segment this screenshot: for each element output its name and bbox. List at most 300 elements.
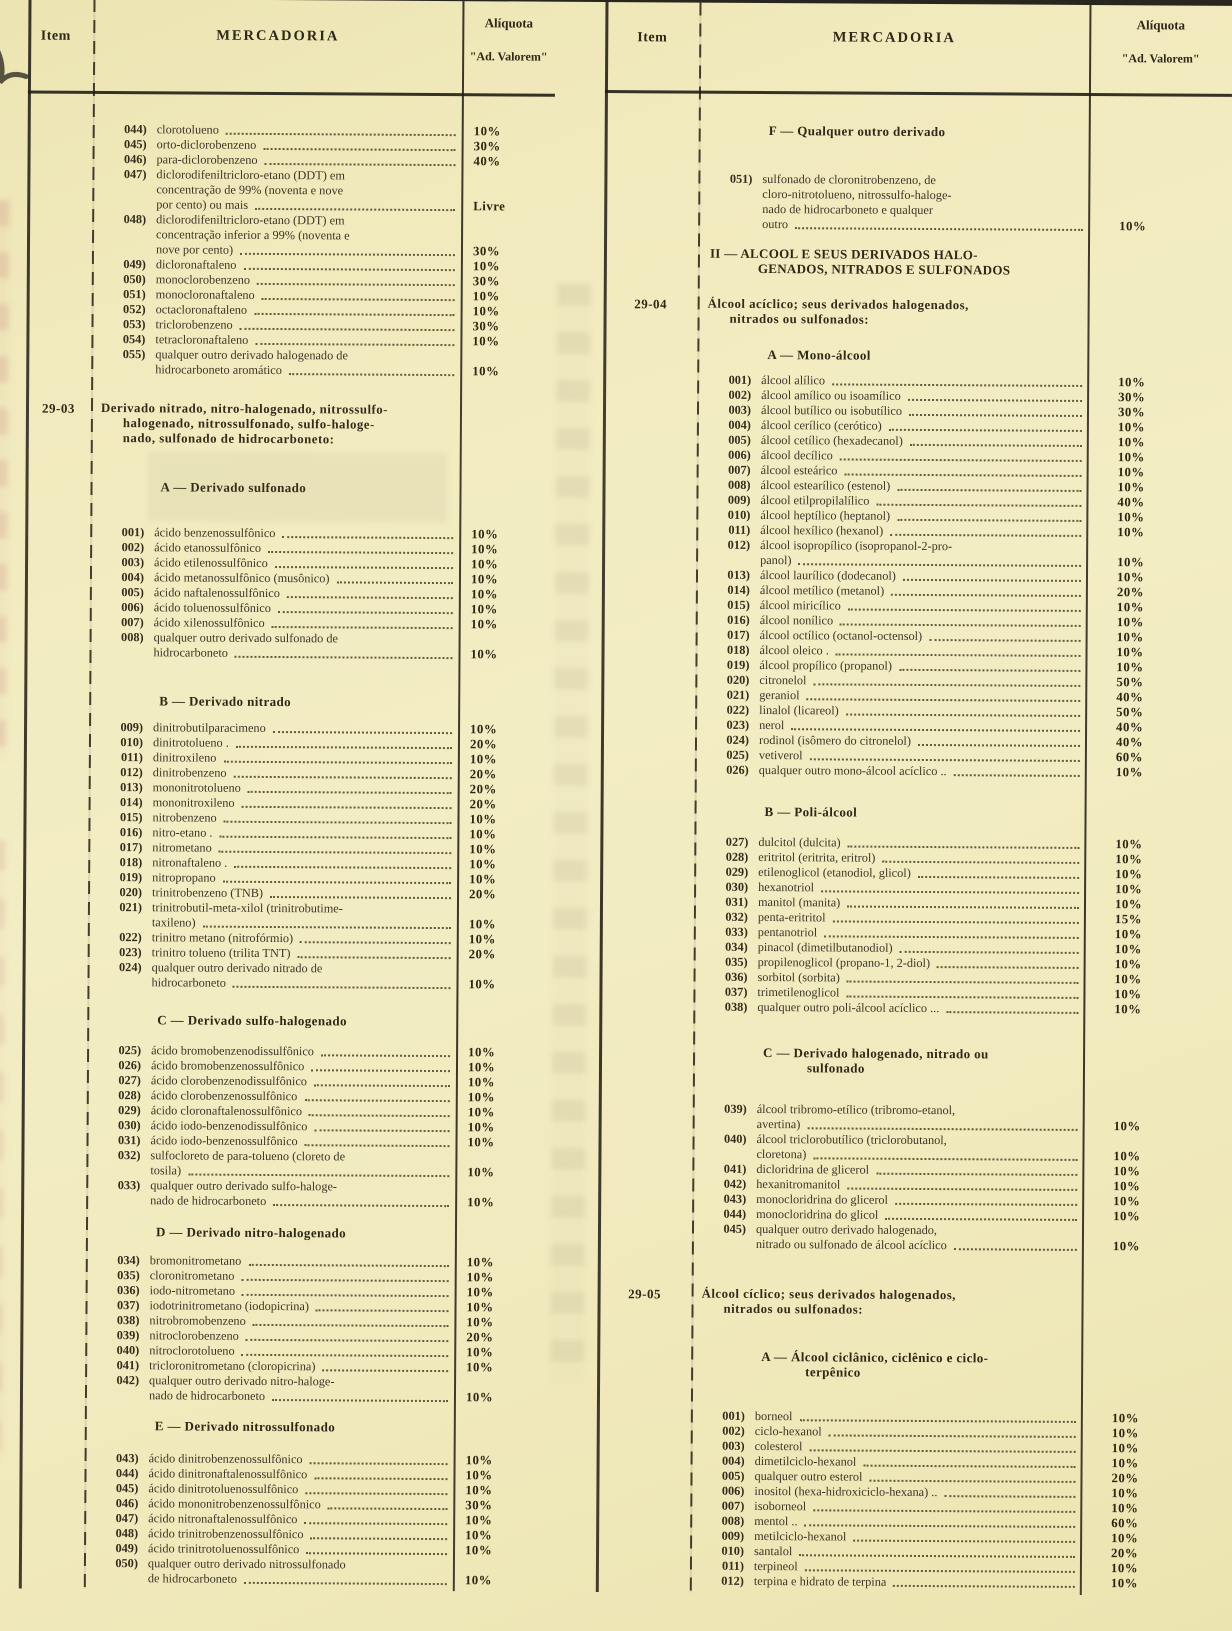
item-code-cell — [19, 1540, 84, 1555]
aliquota-cell — [457, 857, 550, 873]
aliquota-value: 10% — [1111, 1441, 1139, 1456]
entry-text: ácido iodo-benzenossulfônico — [150, 1133, 298, 1149]
section-heading-row — [599, 1044, 1226, 1078]
entry-number: 042) — [723, 1176, 747, 1191]
dot-leader — [235, 646, 453, 659]
entry-number: 046) — [115, 1496, 139, 1511]
dot-leader — [203, 916, 451, 930]
text-lines — [101, 401, 456, 448]
aliquota-value: 20% — [468, 947, 496, 962]
aliquota-value: 40% — [1116, 720, 1144, 735]
entry-text: sulfocloreto de para-tolueno (cloreto de — [150, 1148, 346, 1164]
tariff-entry-row — [602, 537, 1229, 571]
dot-leader — [306, 1542, 447, 1555]
dot-leader — [900, 941, 1079, 954]
aliquota-cell — [1086, 645, 1228, 661]
dot-leader — [810, 748, 1080, 762]
chapter-heading-row — [604, 245, 1231, 279]
entry-text: ácido dinitrobenzenossulfônico — [148, 1451, 303, 1467]
aliquota-value: 10% — [472, 259, 501, 274]
aliquota-value: 50% — [1116, 675, 1144, 690]
aliquota-value: 10% — [1115, 852, 1143, 867]
aliquota-cell — [459, 557, 552, 573]
aliquota-value: 10% — [1117, 525, 1145, 540]
mercadoria-cell — [90, 479, 459, 496]
dot-leader — [836, 643, 1081, 656]
aliquota-cell — [1083, 1224, 1225, 1255]
item-code-cell — [603, 432, 697, 448]
entry-text: avertina) — [756, 1116, 801, 1132]
dot-leader — [272, 616, 453, 629]
item-code-cell — [605, 122, 699, 138]
text-lines — [150, 1148, 451, 1180]
entry-text: ácido dinitrotoluenossulfônico — [148, 1481, 299, 1497]
aliquota-value: 10% — [466, 1315, 494, 1330]
item-code-cell — [27, 272, 92, 287]
aliquota-cell — [459, 572, 552, 588]
entry-text: ácido cloronaftalenossulfônico — [150, 1103, 303, 1119]
entry-number: 042) — [116, 1373, 140, 1388]
aliquota-value: 10% — [472, 289, 500, 304]
aliquota-cell — [453, 1528, 546, 1544]
text-lines — [156, 167, 457, 214]
aliquota-cell — [454, 1420, 547, 1436]
entry-number: 005) — [728, 432, 751, 447]
aliquota-value: 10% — [468, 977, 496, 992]
dot-leader — [846, 704, 1081, 717]
aliquota-cell — [456, 1045, 549, 1061]
dot-leader — [847, 1178, 1077, 1191]
aliquota-cell — [453, 1558, 546, 1589]
dot-leader — [791, 718, 1080, 732]
entry-number: 014) — [727, 582, 750, 597]
entry-text: dinitrobenzeno — [152, 765, 227, 780]
aliquota-cell — [458, 797, 551, 813]
aliquota-value: 10% — [1115, 837, 1143, 852]
dot-leader — [840, 613, 1081, 626]
entry-text: nitronaftaleno . — [152, 855, 228, 870]
aliquota-cell — [1082, 1351, 1224, 1382]
dot-leader — [848, 599, 1081, 612]
text-lines — [152, 900, 453, 932]
aliquota-cell — [1088, 420, 1230, 436]
left-table-body — [19, 94, 555, 1589]
entry-text: concentração inferior a 99% (noventa e — [156, 227, 350, 243]
entry-text: diclorodifeniltricloro-etano (DDT) em — [156, 167, 345, 183]
entry-text: dinitrotolueno . — [152, 735, 229, 750]
dot-leader — [944, 1485, 1075, 1498]
aliquota-cell — [456, 1060, 549, 1076]
tariff-entry-row — [22, 959, 549, 992]
entry-text: manitol (manita) — [757, 894, 841, 910]
entry-text: dicloridrina de glicerol — [756, 1161, 870, 1177]
item-code-cell — [20, 1372, 85, 1402]
aliquota-value: 10% — [470, 587, 499, 602]
entry-text: ácido bromobenzenossulfônico — [150, 1058, 305, 1074]
dot-leader — [219, 826, 451, 839]
text-lines — [160, 479, 455, 496]
item-code-cell — [21, 1177, 86, 1207]
item-code-cell — [603, 346, 697, 362]
entry-number: 044) — [723, 1206, 747, 1221]
item-code-cell — [23, 809, 88, 824]
entry-number: 003) — [728, 402, 752, 417]
dot-leader — [316, 1299, 449, 1312]
dot-leader — [807, 688, 1081, 702]
aliquota-cell — [459, 481, 552, 497]
aliquota-cell — [460, 349, 553, 380]
item-code-cell — [600, 939, 694, 955]
item-code-cell — [601, 732, 695, 748]
item-code-cell — [599, 1101, 693, 1132]
entry-number: 001) — [121, 525, 145, 540]
aliquota-cell — [459, 527, 552, 543]
mercadoria-cell — [698, 246, 1089, 278]
mercadoria-cell — [86, 1148, 455, 1180]
dot-leader — [304, 1089, 450, 1102]
entry-text: nado de hidrocarboneto e qualquer — [762, 201, 934, 218]
dot-leader — [240, 243, 455, 256]
entry-text: monoclorobenzeno — [155, 272, 251, 287]
aliquota-cell — [462, 124, 555, 140]
entry-text: inositol (hexa-hidroxiciclo-hexana) .. — [754, 1483, 938, 1500]
aliquota-value: 10% — [469, 872, 497, 887]
dot-leader — [847, 971, 1079, 984]
dot-leader — [891, 584, 1081, 597]
entry-text: álcool triclorobutílico (triclorobutanol, — [756, 1131, 947, 1148]
item-code-cell — [596, 1483, 690, 1499]
aliquota-value: 10% — [465, 1390, 494, 1405]
entry-text: álcool alílico — [761, 372, 826, 388]
section-heading-row — [24, 692, 551, 710]
aliquota-cell — [461, 259, 554, 275]
left-margin-bleed-through-lower — [0, 840, 5, 1460]
dot-leader — [253, 1314, 449, 1327]
item-code-cell — [602, 597, 696, 613]
entry-number: 008) — [727, 477, 751, 492]
aliquota-value: 10% — [467, 1075, 496, 1090]
dot-leader — [897, 479, 1081, 492]
aliquota-value: 10% — [1113, 1194, 1141, 1209]
dot-leader — [809, 1439, 1075, 1453]
mercadoria-cell — [693, 1102, 1084, 1134]
entry-text: eritritol (eritrita, eritrol) — [758, 849, 876, 865]
entry-text: qualquer outro derivado nitrado de — [151, 960, 323, 976]
item-code-cell — [603, 402, 697, 418]
aliquota-cell — [457, 902, 550, 933]
aliquota-cell — [1083, 1164, 1225, 1180]
entry-text: citronelol — [759, 672, 807, 688]
aliquota-cell — [1088, 405, 1230, 421]
aliquota-value: 10% — [473, 124, 501, 139]
aliquota-value: 10% — [469, 752, 498, 767]
aliquota-value: 10% — [1112, 1239, 1141, 1254]
dot-leader — [219, 841, 452, 854]
entry-text: monocloridrina do glicol — [756, 1206, 879, 1222]
entry-text: álcool isopropílico (isopropanol-2-pro- — [760, 537, 953, 554]
aliquota-value: 10% — [465, 1453, 493, 1468]
aliquota-value: 20% — [469, 737, 498, 752]
item-code-cell — [25, 614, 90, 629]
item-code-cell — [20, 1417, 85, 1432]
heading-line: C — Derivado sulfo-halogenado — [157, 1012, 347, 1029]
aliquota-value: 10% — [469, 842, 497, 857]
entry-text-line — [149, 1388, 450, 1405]
aliquota-cell — [453, 1468, 546, 1484]
entry-text: cloretona) — [756, 1146, 807, 1162]
aliquota-value: 20% — [1111, 1471, 1139, 1486]
entry-text-line — [150, 1193, 451, 1210]
entry-text: para-diclorobenzeno — [156, 152, 258, 167]
entry-text: álcool esteárico — [760, 462, 838, 478]
entry-text: nerol — [759, 717, 785, 733]
entry-text: ácido trinitrotoluenossulfônico — [148, 1541, 300, 1557]
entry-text: nitropropano — [152, 870, 216, 885]
dot-leader — [832, 910, 1078, 924]
entry-text: metilciclo-hexanol — [754, 1528, 847, 1544]
item-code-cell — [22, 959, 87, 989]
entry-number: 018) — [726, 642, 750, 657]
dot-leader — [889, 419, 1082, 432]
item-description-line: nitrados ou sulfonados: — [729, 311, 870, 327]
entry-text: monocloronaftaleno — [155, 287, 255, 302]
entry-number: 052) — [123, 302, 146, 317]
heading-line: A — Mono-álcool — [767, 347, 871, 363]
item-code-cell — [596, 1468, 690, 1484]
entry-text: diclorodifeniltricloro-etano (DDT) em — [156, 212, 345, 228]
aliquota-cell — [1087, 495, 1229, 511]
dot-leader — [314, 1467, 447, 1480]
section-heading-row — [21, 1223, 548, 1241]
dot-leader — [268, 541, 453, 554]
aliquota-cell — [1084, 1002, 1226, 1018]
entry-text: mononitroxileno — [152, 795, 235, 810]
tariff-entry-row — [599, 999, 1226, 1018]
entry-number: 015) — [119, 810, 143, 825]
aliquota-value: 10% — [469, 812, 497, 827]
aliquota-cell — [1083, 1209, 1225, 1225]
entry-number: 003) — [722, 1438, 745, 1453]
item-code-cell — [602, 582, 696, 598]
text-lines — [159, 693, 454, 710]
dot-leader — [257, 273, 455, 286]
tariff-entry-row — [24, 629, 551, 662]
entry-text: qualquer outro esterol — [754, 1468, 863, 1484]
entry-number: 045) — [124, 137, 147, 152]
aliquota-value: 10% — [1117, 465, 1145, 480]
aliquota-cell — [456, 962, 549, 993]
item-code-cell — [599, 984, 693, 1000]
aliquota-cell — [454, 1300, 547, 1316]
aliquota-cell — [1087, 540, 1229, 571]
entry-text: ácido trinitrobenzenossulfônico — [148, 1526, 304, 1542]
aliquota-value: 10% — [472, 364, 500, 379]
item-code-cell — [20, 1450, 85, 1465]
entry-number: 002) — [121, 540, 145, 555]
aliquota-value: 30% — [473, 139, 501, 154]
aliquota-cell — [1081, 1501, 1223, 1517]
aliquota-value: 10% — [466, 1300, 494, 1315]
entry-text: álcool heptílico (heptanol) — [760, 507, 891, 523]
aliquota-value: 20% — [469, 887, 497, 902]
item-code-cell — [604, 171, 698, 232]
mercadoria-cell — [699, 123, 1090, 140]
left-header-item: Item — [40, 28, 71, 44]
aliquota-cell — [1085, 912, 1227, 928]
aliquota-cell — [1086, 750, 1228, 766]
entry-text: outro — [762, 216, 789, 232]
entry-number: 016) — [727, 612, 750, 627]
entry-text-line — [756, 1237, 1079, 1254]
dot-leader — [328, 1497, 448, 1510]
aliquota-cell — [1087, 480, 1229, 496]
dot-leader — [832, 373, 1082, 387]
aliquota-value: 10% — [467, 1195, 495, 1210]
entry-text: octacloronaftaleno — [155, 302, 248, 317]
entry-number: 025) — [726, 747, 749, 762]
dot-leader — [897, 509, 1081, 522]
item-code-cell — [601, 762, 695, 778]
item-code-cell — [27, 257, 92, 272]
aliquota-value: 10% — [1113, 1164, 1141, 1179]
dot-leader — [813, 1499, 1075, 1513]
item-code-cell — [24, 692, 89, 707]
dot-leader — [876, 494, 1081, 507]
item-code-cell — [602, 567, 696, 583]
entry-text: taxileno) — [151, 915, 196, 930]
aliquota-cell — [460, 334, 553, 350]
aliquota-value: 10% — [1110, 1561, 1139, 1576]
aliquota-cell — [1082, 1426, 1224, 1442]
entry-text: qualquer outro derivado sulfo-haloge- — [150, 1178, 338, 1194]
item-code-cell — [19, 1510, 84, 1525]
item-code-cell — [23, 869, 88, 884]
item-code-cell — [27, 302, 92, 317]
item-code-cell — [596, 1513, 690, 1529]
entry-number: 045) — [115, 1481, 139, 1496]
entry-number: 022) — [119, 930, 142, 945]
dot-leader — [282, 526, 453, 539]
entry-text: hexanotriol — [758, 879, 815, 895]
dot-leader — [289, 363, 454, 376]
aliquota-cell — [1083, 1194, 1225, 1210]
item-code-cell — [603, 462, 697, 478]
entry-text: penta-eritritol — [757, 909, 826, 925]
aliquota-value: 10% — [1117, 435, 1145, 450]
entry-text: qualquer outro derivado halogenado, — [755, 1221, 938, 1238]
entry-number: 022) — [726, 702, 750, 717]
aliquota-cell — [455, 1226, 548, 1242]
mercadoria-cell — [691, 1287, 1082, 1319]
mercadoria-cell — [697, 347, 1088, 364]
dot-leader — [807, 1117, 1077, 1131]
aliquota-value: 10% — [1117, 480, 1145, 495]
entry-text: dinitrobutilparacimeno — [153, 720, 266, 735]
item-code-cell — [22, 1042, 87, 1057]
entry-number: 002) — [722, 1423, 745, 1438]
entry-number: 036) — [724, 969, 748, 984]
entry-text: etilenoglicol (etanodiol, glicol) — [758, 864, 911, 880]
dot-leader — [224, 811, 452, 824]
entry-number: 040) — [723, 1131, 747, 1146]
entry-number: 047) — [123, 167, 147, 182]
aliquota-value: 10% — [464, 1573, 492, 1588]
item-code-cell — [597, 1438, 691, 1454]
entry-text: álcool hexílico (hexanol) — [760, 522, 884, 538]
item-code-cell — [20, 1312, 85, 1327]
dot-leader — [899, 659, 1081, 672]
aliquota-value: 50% — [1116, 705, 1144, 720]
aliquota-value: 10% — [1117, 510, 1145, 525]
aliquota-cell — [457, 812, 550, 828]
entry-number: 044) — [115, 1466, 139, 1481]
text-lines — [155, 1418, 450, 1435]
entry-number: 013) — [727, 567, 751, 582]
item-code-cell — [597, 1286, 691, 1317]
aliquota-cell — [1087, 570, 1229, 586]
entry-text: ácido toluenossulfônico — [153, 600, 271, 615]
aliquota-cell — [454, 1315, 547, 1331]
aliquota-value: 20% — [469, 767, 497, 782]
entry-text: dimetilciclo-hexanol — [754, 1453, 857, 1469]
item-code-row — [26, 400, 553, 448]
entry-number: 049) — [123, 257, 146, 272]
entry-number: 009) — [721, 1528, 745, 1543]
item-code-cell — [24, 719, 89, 734]
entry-text: ácido iodo-benzenodissulfônico — [150, 1118, 308, 1134]
heading-line: A — Álcool ciclânico, ciclênico e ciclo- — [761, 1349, 989, 1366]
aliquota-cell — [1082, 1289, 1224, 1320]
aliquota-value: 10% — [1116, 570, 1145, 585]
entry-number: 032) — [117, 1148, 141, 1163]
entry-number: 007) — [721, 1498, 745, 1513]
item-code-cell — [22, 1072, 87, 1087]
entry-number: 011) — [722, 1558, 744, 1573]
aliquota-value: 10% — [465, 1513, 493, 1528]
item-code-cell — [21, 1282, 86, 1297]
dot-leader — [287, 586, 453, 599]
heading-line: F — Qualquer outro derivado — [768, 123, 946, 140]
entry-text-line — [155, 362, 456, 379]
item-code-cell — [603, 477, 697, 493]
item-code-cell — [19, 1480, 84, 1495]
item-code-cell — [601, 672, 695, 688]
aliquota-value: 10% — [1117, 450, 1145, 465]
item-code-cell — [27, 212, 92, 257]
entry-number: 012) — [721, 1573, 744, 1588]
dot-leader — [805, 1514, 1076, 1528]
entry-number: 043) — [116, 1451, 139, 1466]
aliquota-cell — [1085, 957, 1227, 973]
dot-leader — [304, 1512, 447, 1525]
dot-leader — [882, 851, 1079, 864]
aliquota-value: 10% — [1119, 219, 1147, 234]
mercadoria-cell — [88, 900, 457, 932]
entry-text-line — [151, 975, 452, 992]
entry-number: 020) — [119, 885, 143, 900]
entry-text: monocloridrina do glicerol — [756, 1191, 889, 1207]
aliquota-value: 10% — [1111, 1411, 1139, 1426]
entry-number: 047) — [115, 1511, 139, 1526]
item-code-cell — [596, 1573, 690, 1589]
item-code-cell — [597, 1423, 691, 1439]
entry-number: 015) — [727, 597, 750, 612]
aliquota-cell — [1085, 942, 1227, 958]
aliquota-value: 30% — [1118, 390, 1146, 405]
aliquota-cell — [455, 1270, 548, 1286]
text-lines — [762, 172, 1085, 234]
entry-text: nove por cento) — [155, 242, 234, 257]
